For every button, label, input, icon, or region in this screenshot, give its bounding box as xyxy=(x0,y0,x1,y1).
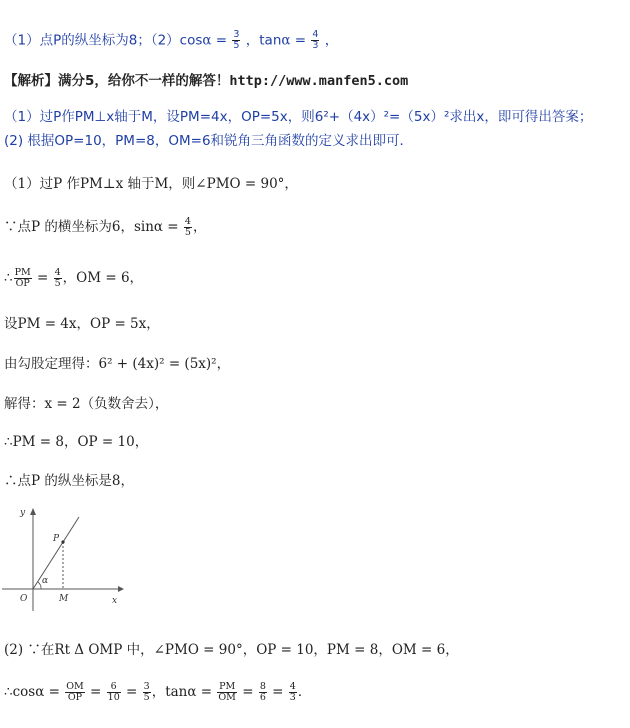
tan-fraction: $\frac{4}{3}$ xyxy=(312,29,319,51)
three-fifths-fraction: $\frac{3}{5}$ xyxy=(143,681,150,703)
solution-line-5: 由勾股定理得：6² + (4x)² = (5x)²， xyxy=(4,356,231,372)
answer-end: ， xyxy=(324,32,339,49)
solution-line-1: （1）过P 作PM⊥x 轴于M，则∠PMO = 90°， xyxy=(4,176,298,192)
label-m: M xyxy=(59,594,69,604)
solution-line-4: 设PM = 4x，OP = 5x， xyxy=(4,316,160,332)
solution-line-6: 解得：x = 2（负数舍去）， xyxy=(4,396,169,412)
tan-label: ，tanα = xyxy=(151,684,213,700)
cos-label: ∴cosα = xyxy=(4,684,60,700)
tan-label: ，tan xyxy=(245,32,282,49)
label-y: y xyxy=(20,508,26,518)
alpha-symbol: α xyxy=(281,32,291,49)
y-axis-arrow xyxy=(30,508,36,515)
answer-part1: （1）点P的纵坐标为8；（2）cos xyxy=(4,32,203,49)
equals-sign: = xyxy=(294,32,307,49)
eight-sixths-fraction: $\frac{8}{6}$ xyxy=(259,681,266,703)
om-op-fraction: $\frac{OM}{OP}$ xyxy=(66,681,84,703)
label-x: x xyxy=(112,596,118,606)
part2-line-2 xyxy=(4,682,311,703)
solution-line-3 xyxy=(4,268,143,289)
label-alpha: α xyxy=(42,576,49,586)
analysis-title: 【解析】满分5，给你不一样的解答！ xyxy=(4,73,230,89)
answer-line xyxy=(4,30,338,51)
pm-op-fraction: $\frac{PM}{OP}$ xyxy=(14,267,31,289)
solution-line-7: ∴PM = 8，OP = 10， xyxy=(4,434,149,450)
ray-op xyxy=(33,517,79,589)
solution-line-8: ∴点P 的纵坐标是8， xyxy=(4,473,134,489)
therefore-symbol: ∴ xyxy=(4,270,13,286)
coordinate-figure xyxy=(0,505,130,615)
punct: ， xyxy=(192,219,207,235)
sin-text: ∵点P 的横坐标为6，sinα = xyxy=(4,219,179,235)
label-o: O xyxy=(20,594,28,604)
six-tenths-fraction: $\frac{6}{10}$ xyxy=(107,681,120,703)
cos-fraction: $\frac{3}{5}$ xyxy=(233,29,240,51)
equals-sign: = xyxy=(215,32,228,49)
om-text: ，OM = 6， xyxy=(62,270,144,286)
site-url: http://www.manfen5.com xyxy=(229,73,409,89)
x-axis-arrow xyxy=(118,586,124,592)
point-p xyxy=(61,540,64,543)
equals-sign: = xyxy=(126,684,138,700)
analysis-heading xyxy=(4,71,408,91)
equals-sign: = xyxy=(272,684,284,700)
angle-arc xyxy=(38,582,41,589)
solution-line-2 xyxy=(4,217,206,238)
alpha-symbol: α xyxy=(202,32,212,49)
pm-om-fraction: $\frac{PM}{OM}$ xyxy=(218,681,236,703)
equals-sign: = xyxy=(37,270,49,286)
label-p: P xyxy=(53,534,60,544)
analysis-line-1: （1）过P作PM⊥x轴于M，设PM=4x，OP=5x，则6²+（4x）²=（5x）²求出x，即可得出答案； xyxy=(4,109,593,125)
four-fifths-fraction: $\frac{4}{5}$ xyxy=(54,267,61,289)
four-thirds-fraction: $\frac{4}{3}$ xyxy=(289,681,296,703)
analysis-line-2: (2) 根据OP=10，PM=8，OM=6和锐角三角函数的定义求出即可． xyxy=(4,133,414,149)
equals-sign: = xyxy=(90,684,102,700)
period: ． xyxy=(297,684,312,700)
sin-fraction: $\frac{4}{5}$ xyxy=(184,216,191,238)
part2-line-1: (2) ∵在Rt Δ OMP 中，∠PMO = 90°，OP = 10，PM = 8，OM = 6， xyxy=(4,642,459,658)
equals-sign: = xyxy=(242,684,254,700)
